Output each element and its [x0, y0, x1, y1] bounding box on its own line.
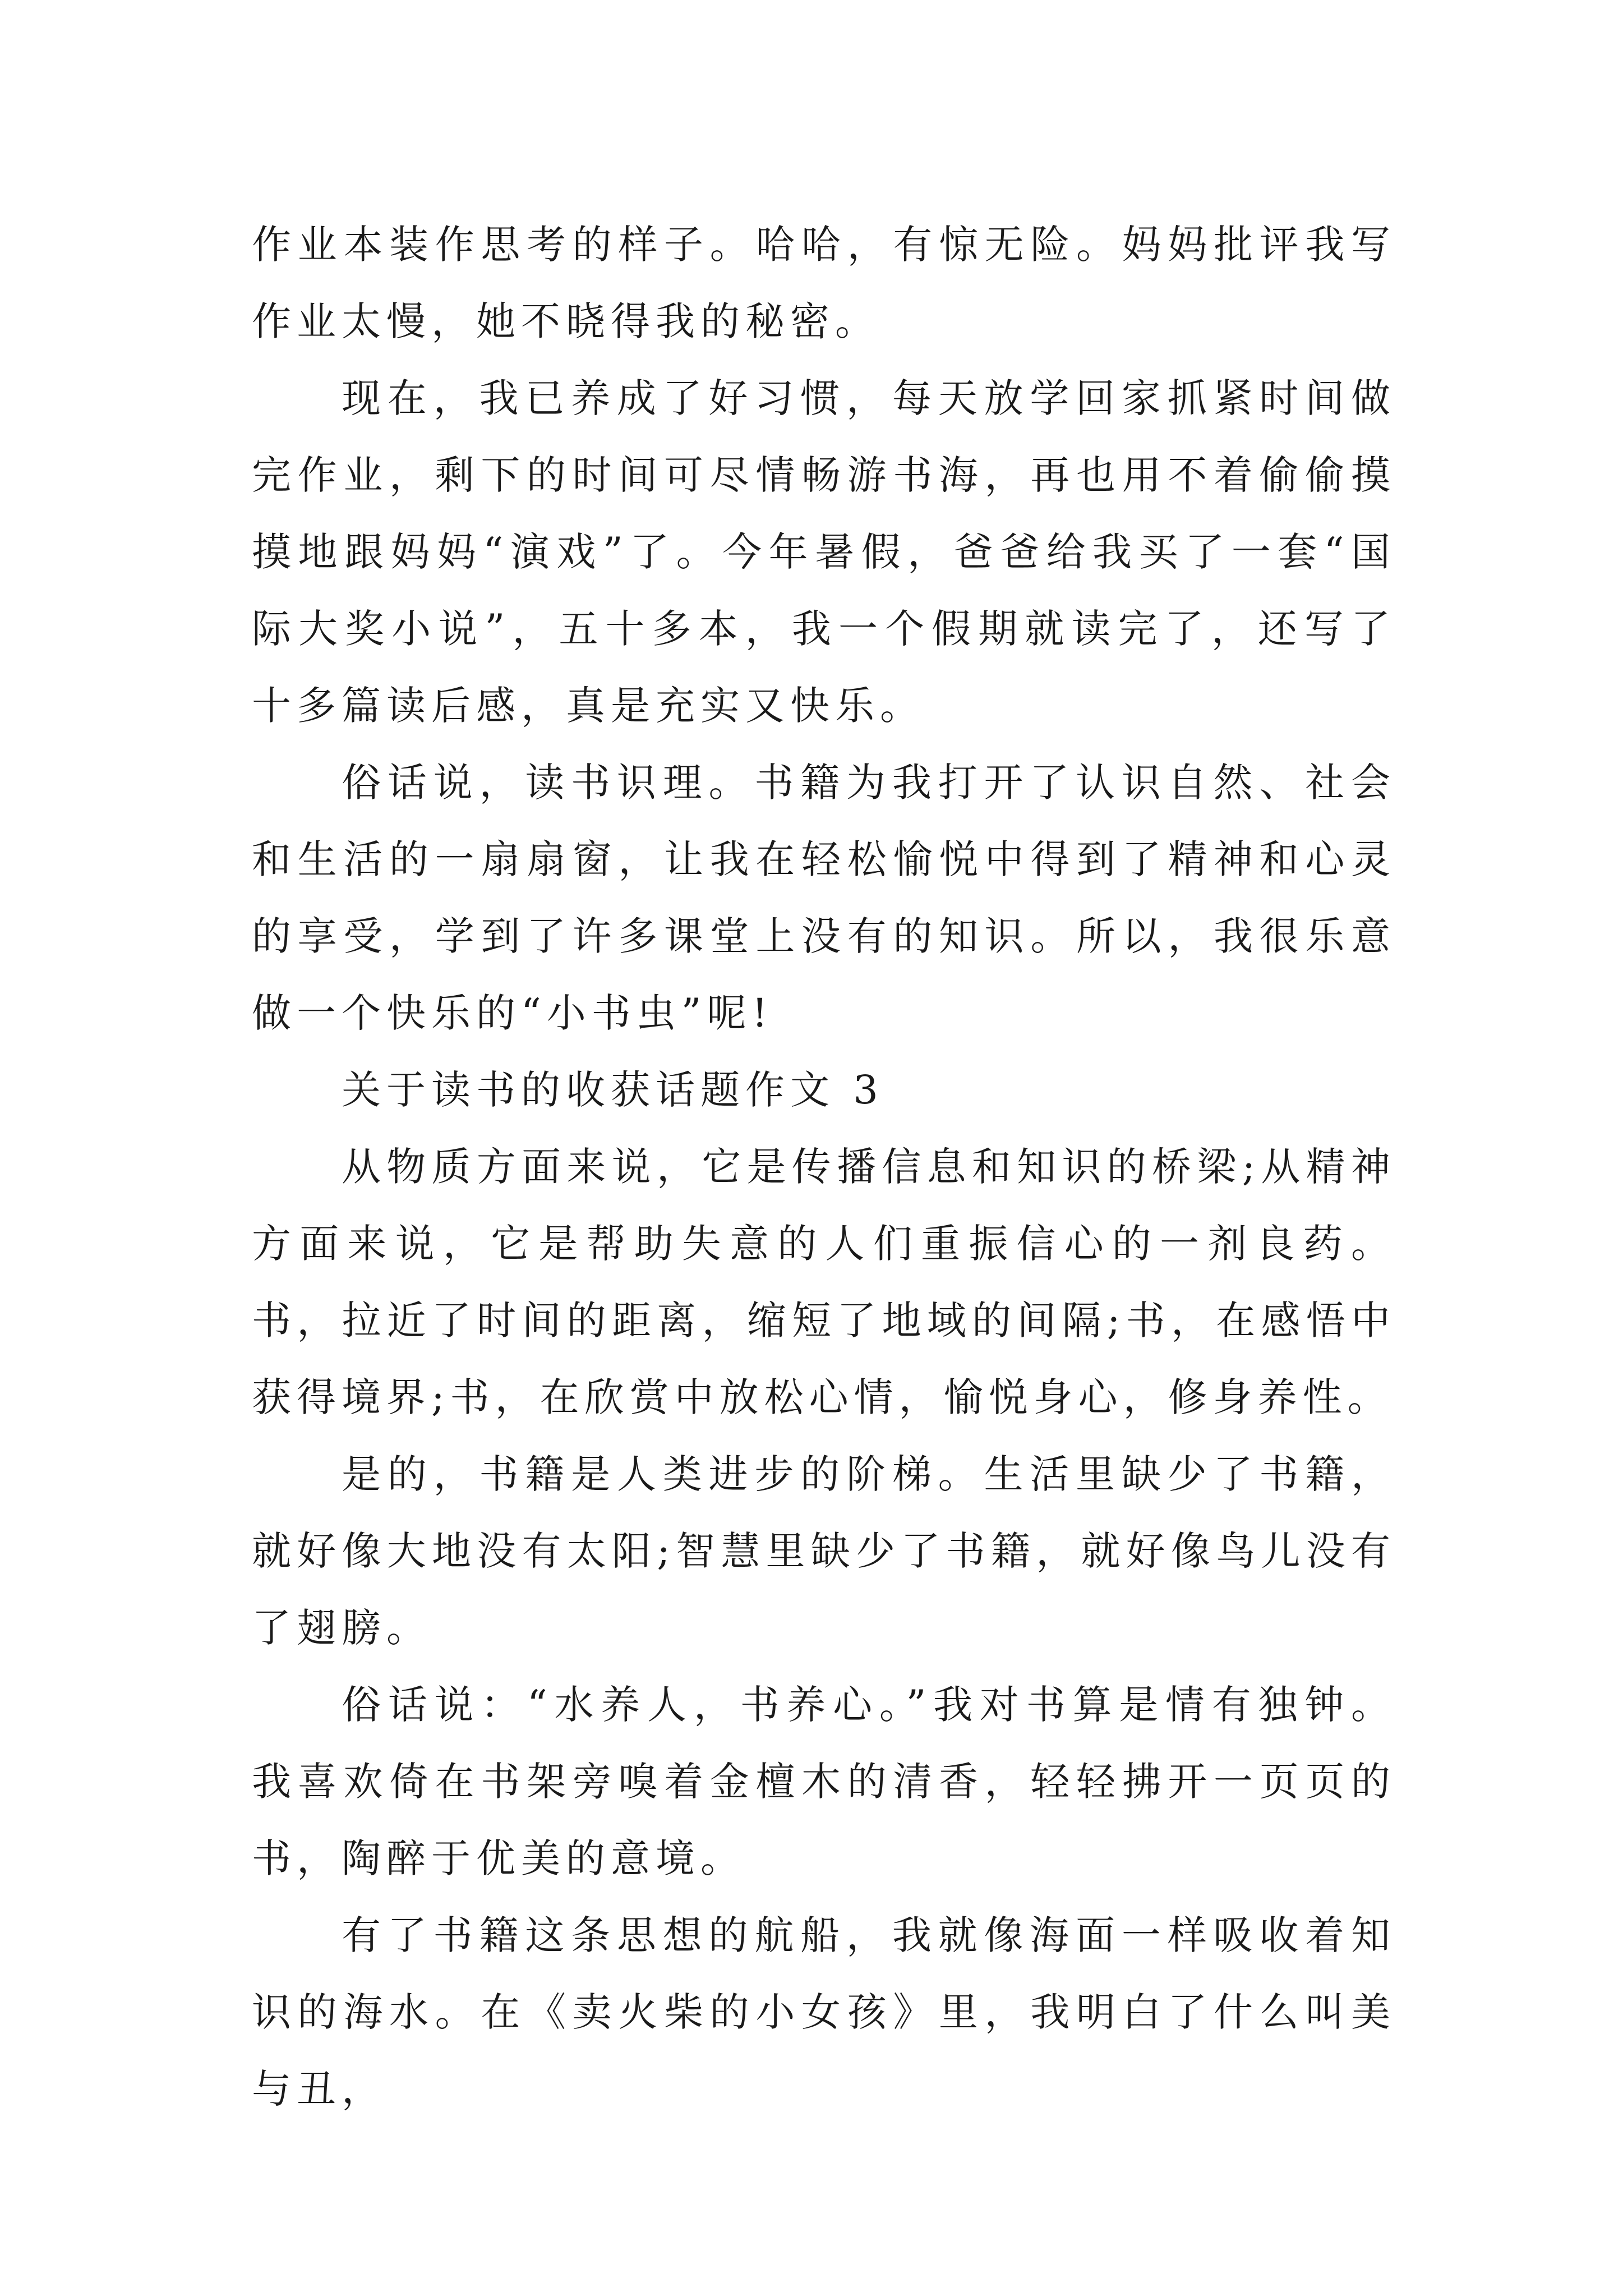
document-body — [252, 206, 1396, 2128]
paragraph-continuation: 作业本装作思考的样子。哈哈，有惊无险。妈妈批评我写作业太慢，她不晓得我的秘密。 — [252, 222, 1396, 344]
paragraph: 俗话说：“水养人，书养心。”我对书算是情有独钟。我喜欢倚在书架旁嗅着金檀木的清香，轻轻拂开一页页的书，陶醉于优美的意境。 — [252, 1682, 1396, 1881]
paragraph: 有了书籍这条思想的航船，我就像海面一样吸收着知识的海水。在《卖火柴的小女孩》里，我明白了什么叫美与丑， — [252, 1912, 1396, 2112]
paragraph: 是的，书籍是人类进步的阶梯。生活里缺少了书籍，就好像大地没有太阳;智慧里缺少了书籍，就好像鸟儿没有了翅膀。 — [252, 1451, 1396, 1651]
paragraph: 俗话说，读书识理。书籍为我打开了认识自然、社会和生活的一扇扇窗，让我在轻松愉悦中得到了精神和心灵的享受，学到了许多课堂上没有的知识。所以，我很乐意做一个快乐的“小书虫”呢! — [252, 760, 1396, 1036]
essay-heading: 关于读书的收获话题作文 3 — [342, 1067, 884, 1113]
paragraph: 从物质方面来说，它是传播信息和知识的桥梁;从精神方面来说，它是帮助失意的人们重振信心的一剂良药。书，拉近了时间的距离，缩短了地域的间隔;书，在感悟中获得境界;书，在欣赏中放松心情，愉悦身心，修身养性。 — [252, 1144, 1396, 1420]
paragraph: 现在，我已养成了好习惯，每天放学回家抓紧时间做完作业，剩下的时间可尽情畅游书海，再也用不着偷偷摸摸地跟妈妈“演戏”了。今年暑假，爸爸给我买了一套“国际大奖小说”，五十多本，我一个假期就读完了，还写了十多篇读后感，真是充实又快乐。 — [252, 375, 1396, 729]
